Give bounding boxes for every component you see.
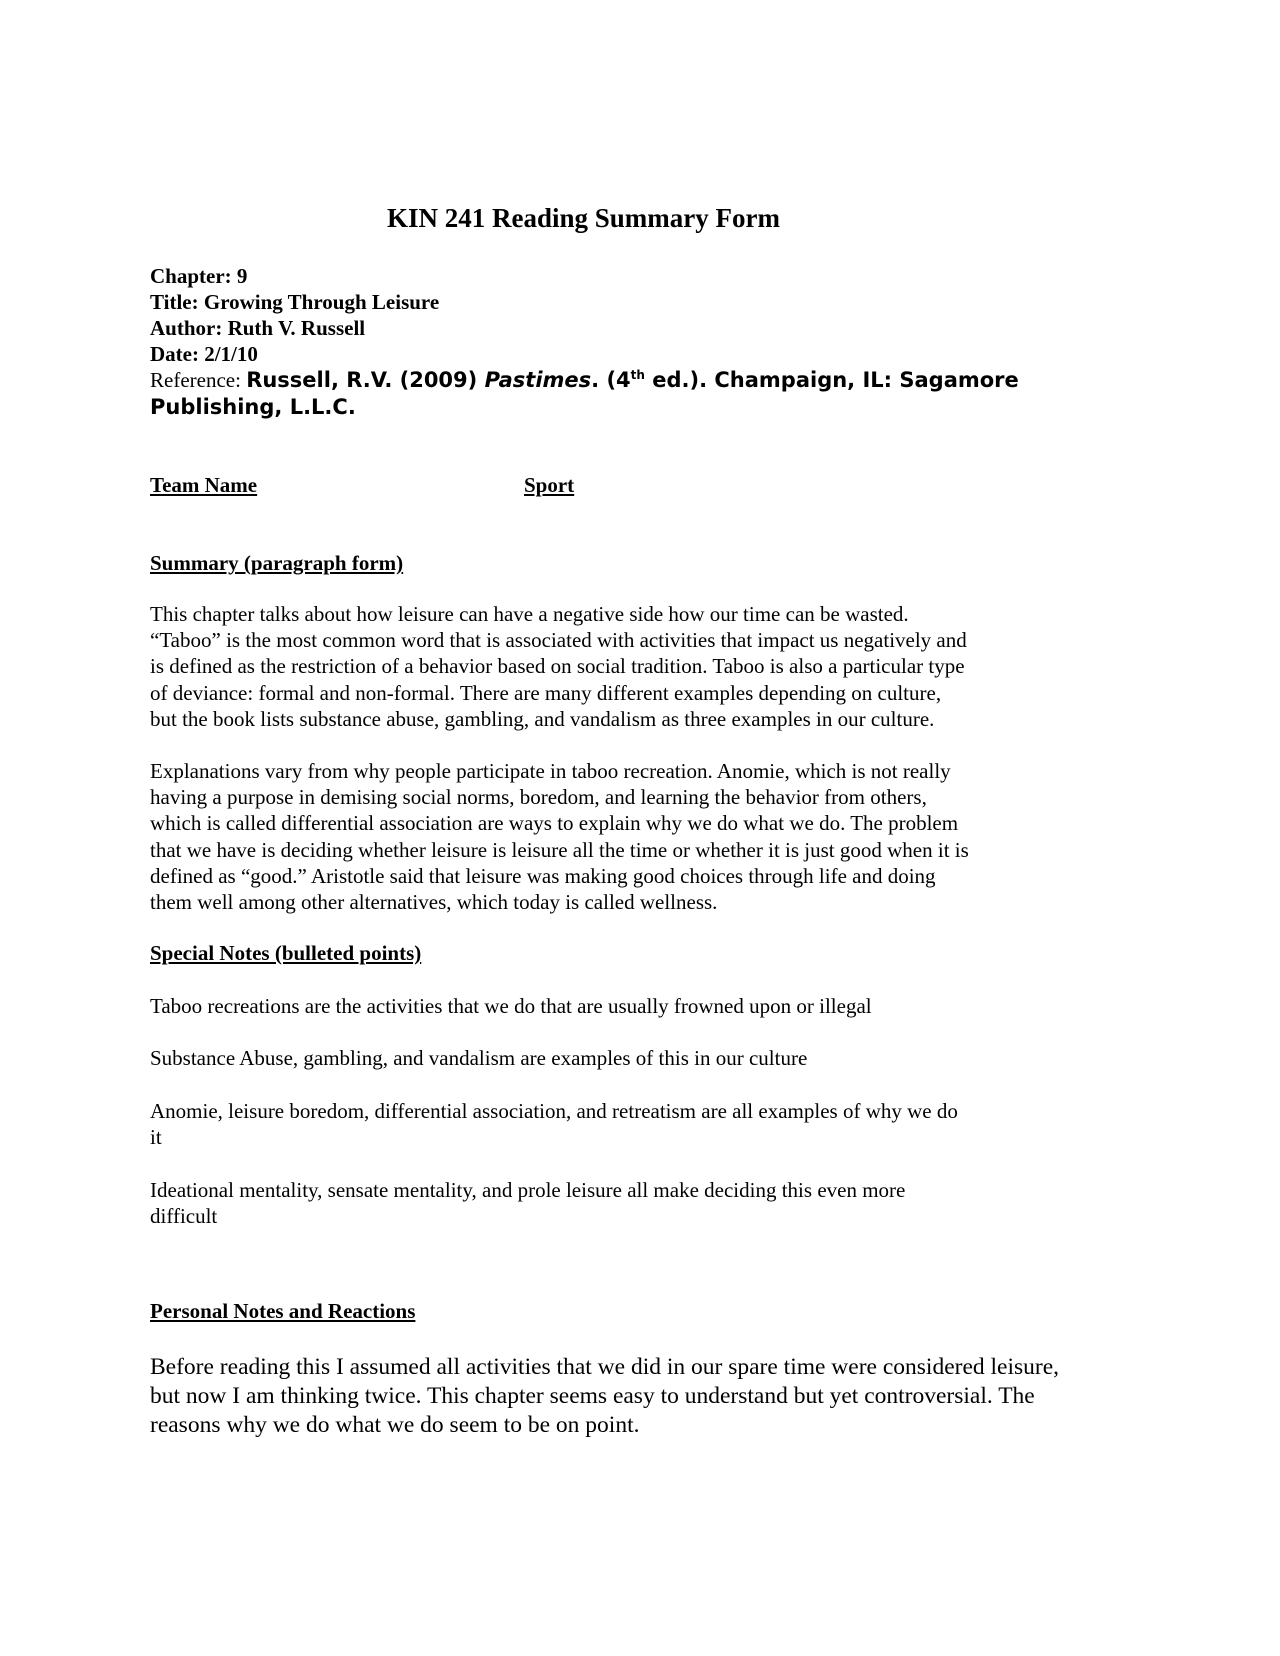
summary-heading: Summary (paragraph form) (150, 551, 404, 575)
special-note-item (150, 1098, 1050, 1150)
reference-citation-part2: . (4 (591, 368, 631, 392)
personal-notes-heading: Personal Notes and Reactions (150, 1299, 416, 1323)
reaction-line: Before reading this I assumed all activities that we did in our spare time were considered leisure, (150, 1354, 1060, 1380)
summary-p1-line: This chapter talks about how leisure can have a negative side how our time can be wasted. (150, 602, 909, 626)
special-notes-heading: Special Notes (bulleted points) (150, 941, 422, 965)
summary-p2-line: that we have is deciding whether leisure is leisure all the time or whether it is just good when it is (150, 837, 969, 862)
team-name-label: Team Name (150, 473, 258, 497)
date-line: Date: 2/1/10 (150, 342, 258, 366)
summary-p2-line: them well among other alternatives, which today is called wellness. (150, 890, 718, 915)
author-line: Author: Ruth V. Russell (150, 316, 366, 340)
chapter-line: Chapter: 9 (150, 264, 248, 288)
chapter-title-line: Title: Growing Through Leisure (150, 290, 440, 314)
reaction-line: but now I am thinking twice. This chapter seems easy to understand but yet controversial. The (150, 1383, 1035, 1409)
special-note-line: Ideational mentality, sensate mentality, and prole leisure all make deciding this even more (150, 1178, 906, 1202)
summary-p1-line: but the book lists substance abuse, gambling, and vandalism as three examples in our culture. (150, 706, 935, 731)
special-note-line: Anomie, leisure boredom, differential association, and retreatism are all examples of why we do (150, 1099, 958, 1123)
special-note-line: difficult (150, 1204, 218, 1229)
special-note-line: it (150, 1125, 162, 1150)
summary-p2-line: Explanations vary from why people participate in taboo recreation. Anomie, which is not really (150, 759, 951, 783)
special-note-item (150, 1177, 1050, 1229)
summary-p2-line: defined as “good.” Aristotle said that leisure was making good choices through life and doing (150, 863, 936, 888)
reference-citation-part4: Publishing, L.L.C. (150, 395, 356, 419)
page-title: KIN 241 Reading Summary Form (387, 203, 780, 233)
summary-p1-line: is defined as the restriction of a behavior based on social tradition. Taboo is also a particular type (150, 654, 965, 679)
reference-citation-part1: Russell, R.V. (2009) (246, 368, 485, 392)
reference-book-title: Pastimes (484, 368, 592, 392)
summary-p1-line: of deviance: formal and non-formal. There are many different examples depending on culture, (150, 680, 942, 705)
reaction-line: reasons why we do what we do seem to be on point. (150, 1412, 640, 1438)
summary-p2-line: which is called differential association are ways to explain why we do what we do. The problem (150, 811, 959, 836)
reference-line (150, 367, 1150, 394)
reference-edition-superscript: th (630, 368, 645, 382)
reference-label: Reference: (150, 368, 247, 392)
special-note-line: Substance Abuse, gambling, and vandalism are examples of this in our culture (150, 1046, 808, 1070)
reading-metadata (150, 263, 1150, 421)
reference-citation-part3: ed.). Champaign, IL: Sagamore (644, 368, 1019, 392)
special-note-item (150, 993, 1050, 1019)
special-note-item (150, 1045, 1050, 1071)
special-note-line: Taboo recreations are the activities that we do that are usually frowned upon or illegal (150, 994, 872, 1018)
sport-label: Sport (524, 473, 575, 497)
personal-reaction-paragraph (150, 1353, 1150, 1440)
summary-paragraph-1 (150, 601, 1050, 732)
summary-p1-line: “Taboo” is the most common word that is associated with activities that impact us negatively and (150, 628, 967, 653)
summary-paragraph-2 (150, 758, 1050, 915)
summary-p2-line: having a purpose in demising social norms, boredom, and learning the behavior from others, (150, 785, 927, 810)
